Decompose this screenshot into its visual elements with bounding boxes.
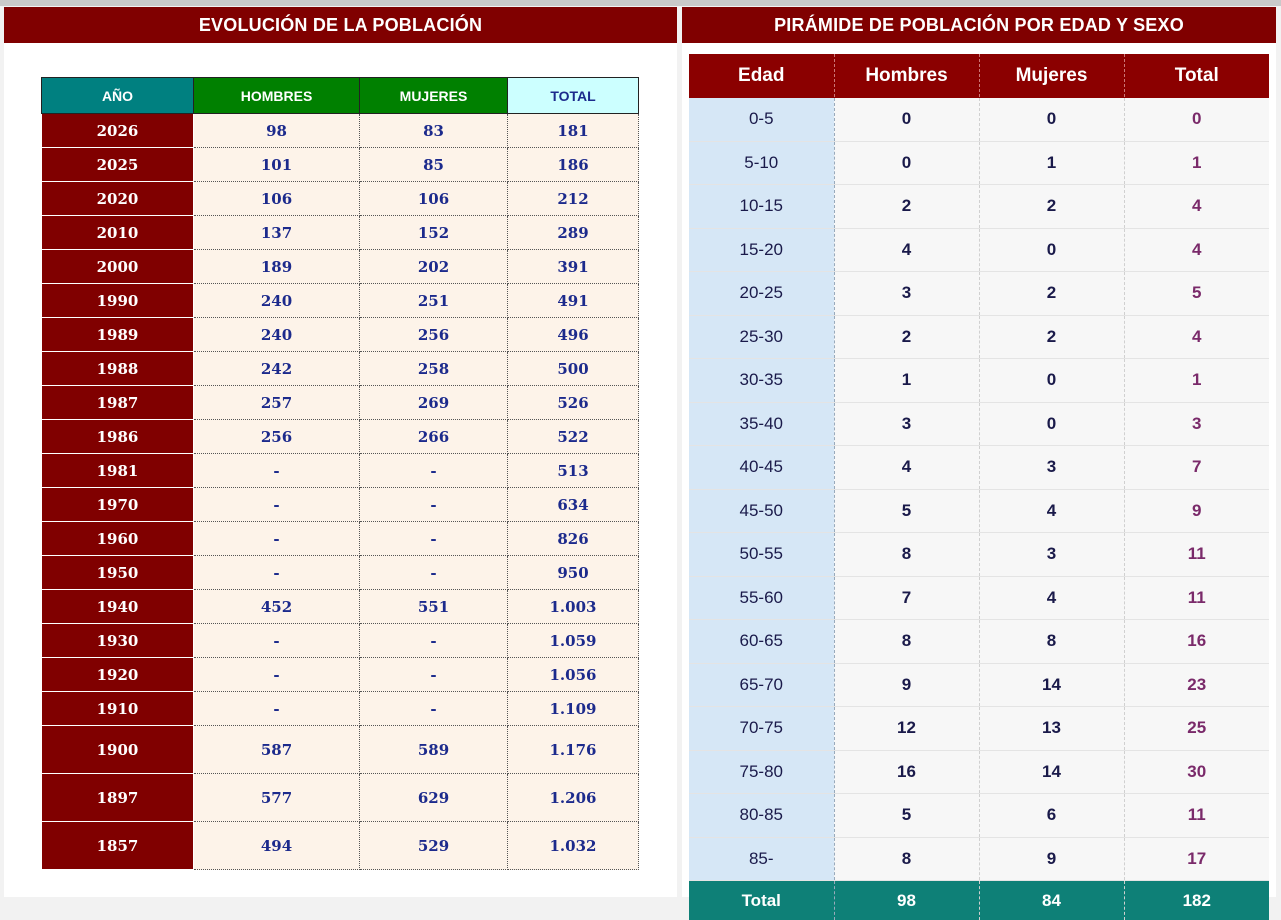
table-row (689, 141, 1269, 185)
women-cell: 106 (360, 182, 508, 216)
men-cell: 242 (194, 352, 360, 386)
table-row (42, 216, 639, 250)
year-cell: 1897 (42, 774, 194, 822)
women-cell: 251 (360, 284, 508, 318)
total-cell: 4 (1124, 185, 1269, 229)
men-cell: 494 (194, 822, 360, 870)
year-cell: 1989 (42, 318, 194, 352)
men-cell: 3 (834, 402, 979, 446)
table-row (42, 590, 639, 624)
year-cell: 2000 (42, 250, 194, 284)
men-cell: - (194, 624, 360, 658)
women-cell: 3 (979, 446, 1124, 490)
total-cell: 4 (1124, 228, 1269, 272)
table-row (689, 402, 1269, 446)
year-cell: 1970 (42, 488, 194, 522)
age-cell: 5-10 (689, 141, 834, 185)
women-cell: - (360, 658, 508, 692)
women-cell: 256 (360, 318, 508, 352)
table-row (42, 658, 639, 692)
table-row (689, 446, 1269, 490)
table-row (689, 750, 1269, 794)
women-cell: 258 (360, 352, 508, 386)
total-cell: 496 (508, 318, 639, 352)
column-header-men: Hombres (834, 54, 979, 98)
table-row (689, 359, 1269, 403)
table-row (42, 774, 639, 822)
year-cell: 1940 (42, 590, 194, 624)
women-cell: - (360, 624, 508, 658)
table-row (42, 822, 639, 870)
column-header-total: Total (1124, 54, 1269, 98)
men-cell: 2 (834, 315, 979, 359)
table-row (42, 182, 639, 216)
women-cell: 152 (360, 216, 508, 250)
men-cell: 587 (194, 726, 360, 774)
total-cell: 186 (508, 148, 639, 182)
table-row (689, 837, 1269, 881)
age-cell: 35-40 (689, 402, 834, 446)
women-cell: 1 (979, 141, 1124, 185)
year-cell: 1990 (42, 284, 194, 318)
panel-title: EVOLUCIÓN DE LA POBLACIÓN (4, 7, 677, 43)
table-row (42, 114, 639, 148)
year-cell: 2020 (42, 182, 194, 216)
population-evolution-table (41, 77, 639, 870)
women-cell: 14 (979, 750, 1124, 794)
age-cell: 20-25 (689, 272, 834, 316)
column-header-total: TOTAL (508, 78, 639, 114)
column-header-men: HOMBRES (194, 78, 360, 114)
men-cell: 9 (834, 663, 979, 707)
women-cell: 14 (979, 663, 1124, 707)
total-cell: 11 (1124, 794, 1269, 838)
men-cell: - (194, 658, 360, 692)
women-cell: 8 (979, 620, 1124, 664)
year-cell: 1920 (42, 658, 194, 692)
table-row (689, 489, 1269, 533)
year-cell: 1900 (42, 726, 194, 774)
population-pyramid-panel (682, 7, 1276, 897)
women-cell: - (360, 454, 508, 488)
column-header-year: AÑO (42, 78, 194, 114)
men-cell: 0 (834, 141, 979, 185)
women-cell: 85 (360, 148, 508, 182)
men-cell: 452 (194, 590, 360, 624)
women-cell: 266 (360, 420, 508, 454)
total-cell: 1 (1124, 141, 1269, 185)
men-cell: 98 (194, 114, 360, 148)
table-row (689, 620, 1269, 664)
women-cell: 2 (979, 185, 1124, 229)
table-row (689, 272, 1269, 316)
age-cell: 10-15 (689, 185, 834, 229)
total-cell: 391 (508, 250, 639, 284)
women-cell: - (360, 488, 508, 522)
table-row (42, 284, 639, 318)
men-cell: - (194, 454, 360, 488)
table-row (42, 250, 639, 284)
total-cell: 1.032 (508, 822, 639, 870)
men-cell: 4 (834, 228, 979, 272)
year-cell: 2026 (42, 114, 194, 148)
table-row (42, 148, 639, 182)
table-row (689, 576, 1269, 620)
men-cell: - (194, 522, 360, 556)
women-cell: 529 (360, 822, 508, 870)
women-cell: - (360, 692, 508, 726)
age-cell: 15-20 (689, 228, 834, 272)
table-row (689, 663, 1269, 707)
women-cell: 3 (979, 533, 1124, 577)
year-cell: 2025 (42, 148, 194, 182)
age-cell: 85- (689, 837, 834, 881)
age-cell: 30-35 (689, 359, 834, 403)
age-cell: Total (689, 881, 834, 920)
men-cell: 8 (834, 533, 979, 577)
table-row (689, 533, 1269, 577)
table-row (689, 185, 1269, 229)
total-cell: 1.109 (508, 692, 639, 726)
total-cell: 11 (1124, 576, 1269, 620)
age-cell: 65-70 (689, 663, 834, 707)
year-cell: 1987 (42, 386, 194, 420)
total-cell: 1.206 (508, 774, 639, 822)
women-cell: 2 (979, 315, 1124, 359)
total-cell: 17 (1124, 837, 1269, 881)
men-cell: 12 (834, 707, 979, 751)
table-row (42, 556, 639, 590)
table-row (689, 794, 1269, 838)
men-cell: 240 (194, 284, 360, 318)
men-cell: 8 (834, 837, 979, 881)
age-cell: 45-50 (689, 489, 834, 533)
men-cell: 4 (834, 446, 979, 490)
men-cell: 256 (194, 420, 360, 454)
total-cell: 826 (508, 522, 639, 556)
men-cell: - (194, 556, 360, 590)
women-cell: 4 (979, 576, 1124, 620)
women-cell: 83 (360, 114, 508, 148)
total-cell: 23 (1124, 663, 1269, 707)
women-cell: 269 (360, 386, 508, 420)
total-cell: 513 (508, 454, 639, 488)
table-row (42, 454, 639, 488)
total-cell: 634 (508, 488, 639, 522)
year-cell: 1960 (42, 522, 194, 556)
total-cell: 950 (508, 556, 639, 590)
population-evolution-panel (4, 7, 677, 897)
age-cell: 50-55 (689, 533, 834, 577)
year-cell: 1930 (42, 624, 194, 658)
women-cell: 2 (979, 272, 1124, 316)
age-cell: 25-30 (689, 315, 834, 359)
top-strip (0, 0, 1281, 6)
year-cell: 1910 (42, 692, 194, 726)
total-cell: 3 (1124, 402, 1269, 446)
total-cell: 212 (508, 182, 639, 216)
total-cell: 1 (1124, 359, 1269, 403)
table-row (689, 315, 1269, 359)
year-cell: 1981 (42, 454, 194, 488)
table-row (689, 98, 1269, 142)
table-row (42, 386, 639, 420)
year-cell: 1857 (42, 822, 194, 870)
column-header-women: MUJERES (360, 78, 508, 114)
women-cell: 551 (360, 590, 508, 624)
total-cell: 491 (508, 284, 639, 318)
age-cell: 55-60 (689, 576, 834, 620)
women-cell: 84 (979, 881, 1124, 920)
total-cell: 11 (1124, 533, 1269, 577)
women-cell: 6 (979, 794, 1124, 838)
men-cell: 101 (194, 148, 360, 182)
women-cell: 589 (360, 726, 508, 774)
total-cell: 289 (508, 216, 639, 250)
age-cell: 0-5 (689, 98, 834, 142)
year-cell: 2010 (42, 216, 194, 250)
total-cell: 30 (1124, 750, 1269, 794)
total-cell: 1.056 (508, 658, 639, 692)
total-cell: 25 (1124, 707, 1269, 751)
men-cell: 1 (834, 359, 979, 403)
table-row (689, 707, 1269, 751)
men-cell: 240 (194, 318, 360, 352)
men-cell: 0 (834, 98, 979, 142)
age-cell: 80-85 (689, 794, 834, 838)
total-cell: 16 (1124, 620, 1269, 664)
women-cell: - (360, 522, 508, 556)
column-header-age: Edad (689, 54, 834, 98)
men-cell: 16 (834, 750, 979, 794)
table-row (42, 726, 639, 774)
total-cell: 0 (1124, 98, 1269, 142)
total-cell: 7 (1124, 446, 1269, 490)
men-cell: 3 (834, 272, 979, 316)
total-cell: 9 (1124, 489, 1269, 533)
table-header-row (42, 78, 639, 114)
table-row (42, 420, 639, 454)
total-cell: 1.003 (508, 590, 639, 624)
column-header-women: Mujeres (979, 54, 1124, 98)
men-cell: 577 (194, 774, 360, 822)
total-cell: 522 (508, 420, 639, 454)
year-cell: 1988 (42, 352, 194, 386)
table-row (42, 522, 639, 556)
men-cell: 106 (194, 182, 360, 216)
women-cell: 629 (360, 774, 508, 822)
table-row (42, 488, 639, 522)
women-cell: 0 (979, 402, 1124, 446)
men-cell: 7 (834, 576, 979, 620)
table-header-row (689, 54, 1269, 98)
panel-title: PIRÁMIDE DE POBLACIÓN POR EDAD Y SEXO (682, 7, 1276, 43)
men-cell: 8 (834, 620, 979, 664)
men-cell: 257 (194, 386, 360, 420)
women-cell: 0 (979, 98, 1124, 142)
total-cell: 5 (1124, 272, 1269, 316)
men-cell: - (194, 692, 360, 726)
total-cell: 500 (508, 352, 639, 386)
women-cell: 202 (360, 250, 508, 284)
year-cell: 1986 (42, 420, 194, 454)
age-cell: 70-75 (689, 707, 834, 751)
women-cell: 13 (979, 707, 1124, 751)
men-cell: 5 (834, 794, 979, 838)
women-cell: 0 (979, 359, 1124, 403)
men-cell: - (194, 488, 360, 522)
total-cell: 1.059 (508, 624, 639, 658)
age-cell: 40-45 (689, 446, 834, 490)
men-cell: 2 (834, 185, 979, 229)
age-cell: 75-80 (689, 750, 834, 794)
total-cell: 1.176 (508, 726, 639, 774)
women-cell: 4 (979, 489, 1124, 533)
women-cell: 9 (979, 837, 1124, 881)
total-cell: 182 (1124, 881, 1269, 920)
total-cell: 526 (508, 386, 639, 420)
table-row (42, 352, 639, 386)
population-pyramid-table (689, 54, 1269, 920)
men-cell: 98 (834, 881, 979, 920)
men-cell: 137 (194, 216, 360, 250)
table-row (42, 624, 639, 658)
table-row (42, 692, 639, 726)
men-cell: 189 (194, 250, 360, 284)
total-cell: 181 (508, 114, 639, 148)
age-cell: 60-65 (689, 620, 834, 664)
table-row (689, 228, 1269, 272)
total-row (689, 881, 1269, 920)
total-cell: 4 (1124, 315, 1269, 359)
women-cell: - (360, 556, 508, 590)
year-cell: 1950 (42, 556, 194, 590)
women-cell: 0 (979, 228, 1124, 272)
table-row (42, 318, 639, 352)
men-cell: 5 (834, 489, 979, 533)
